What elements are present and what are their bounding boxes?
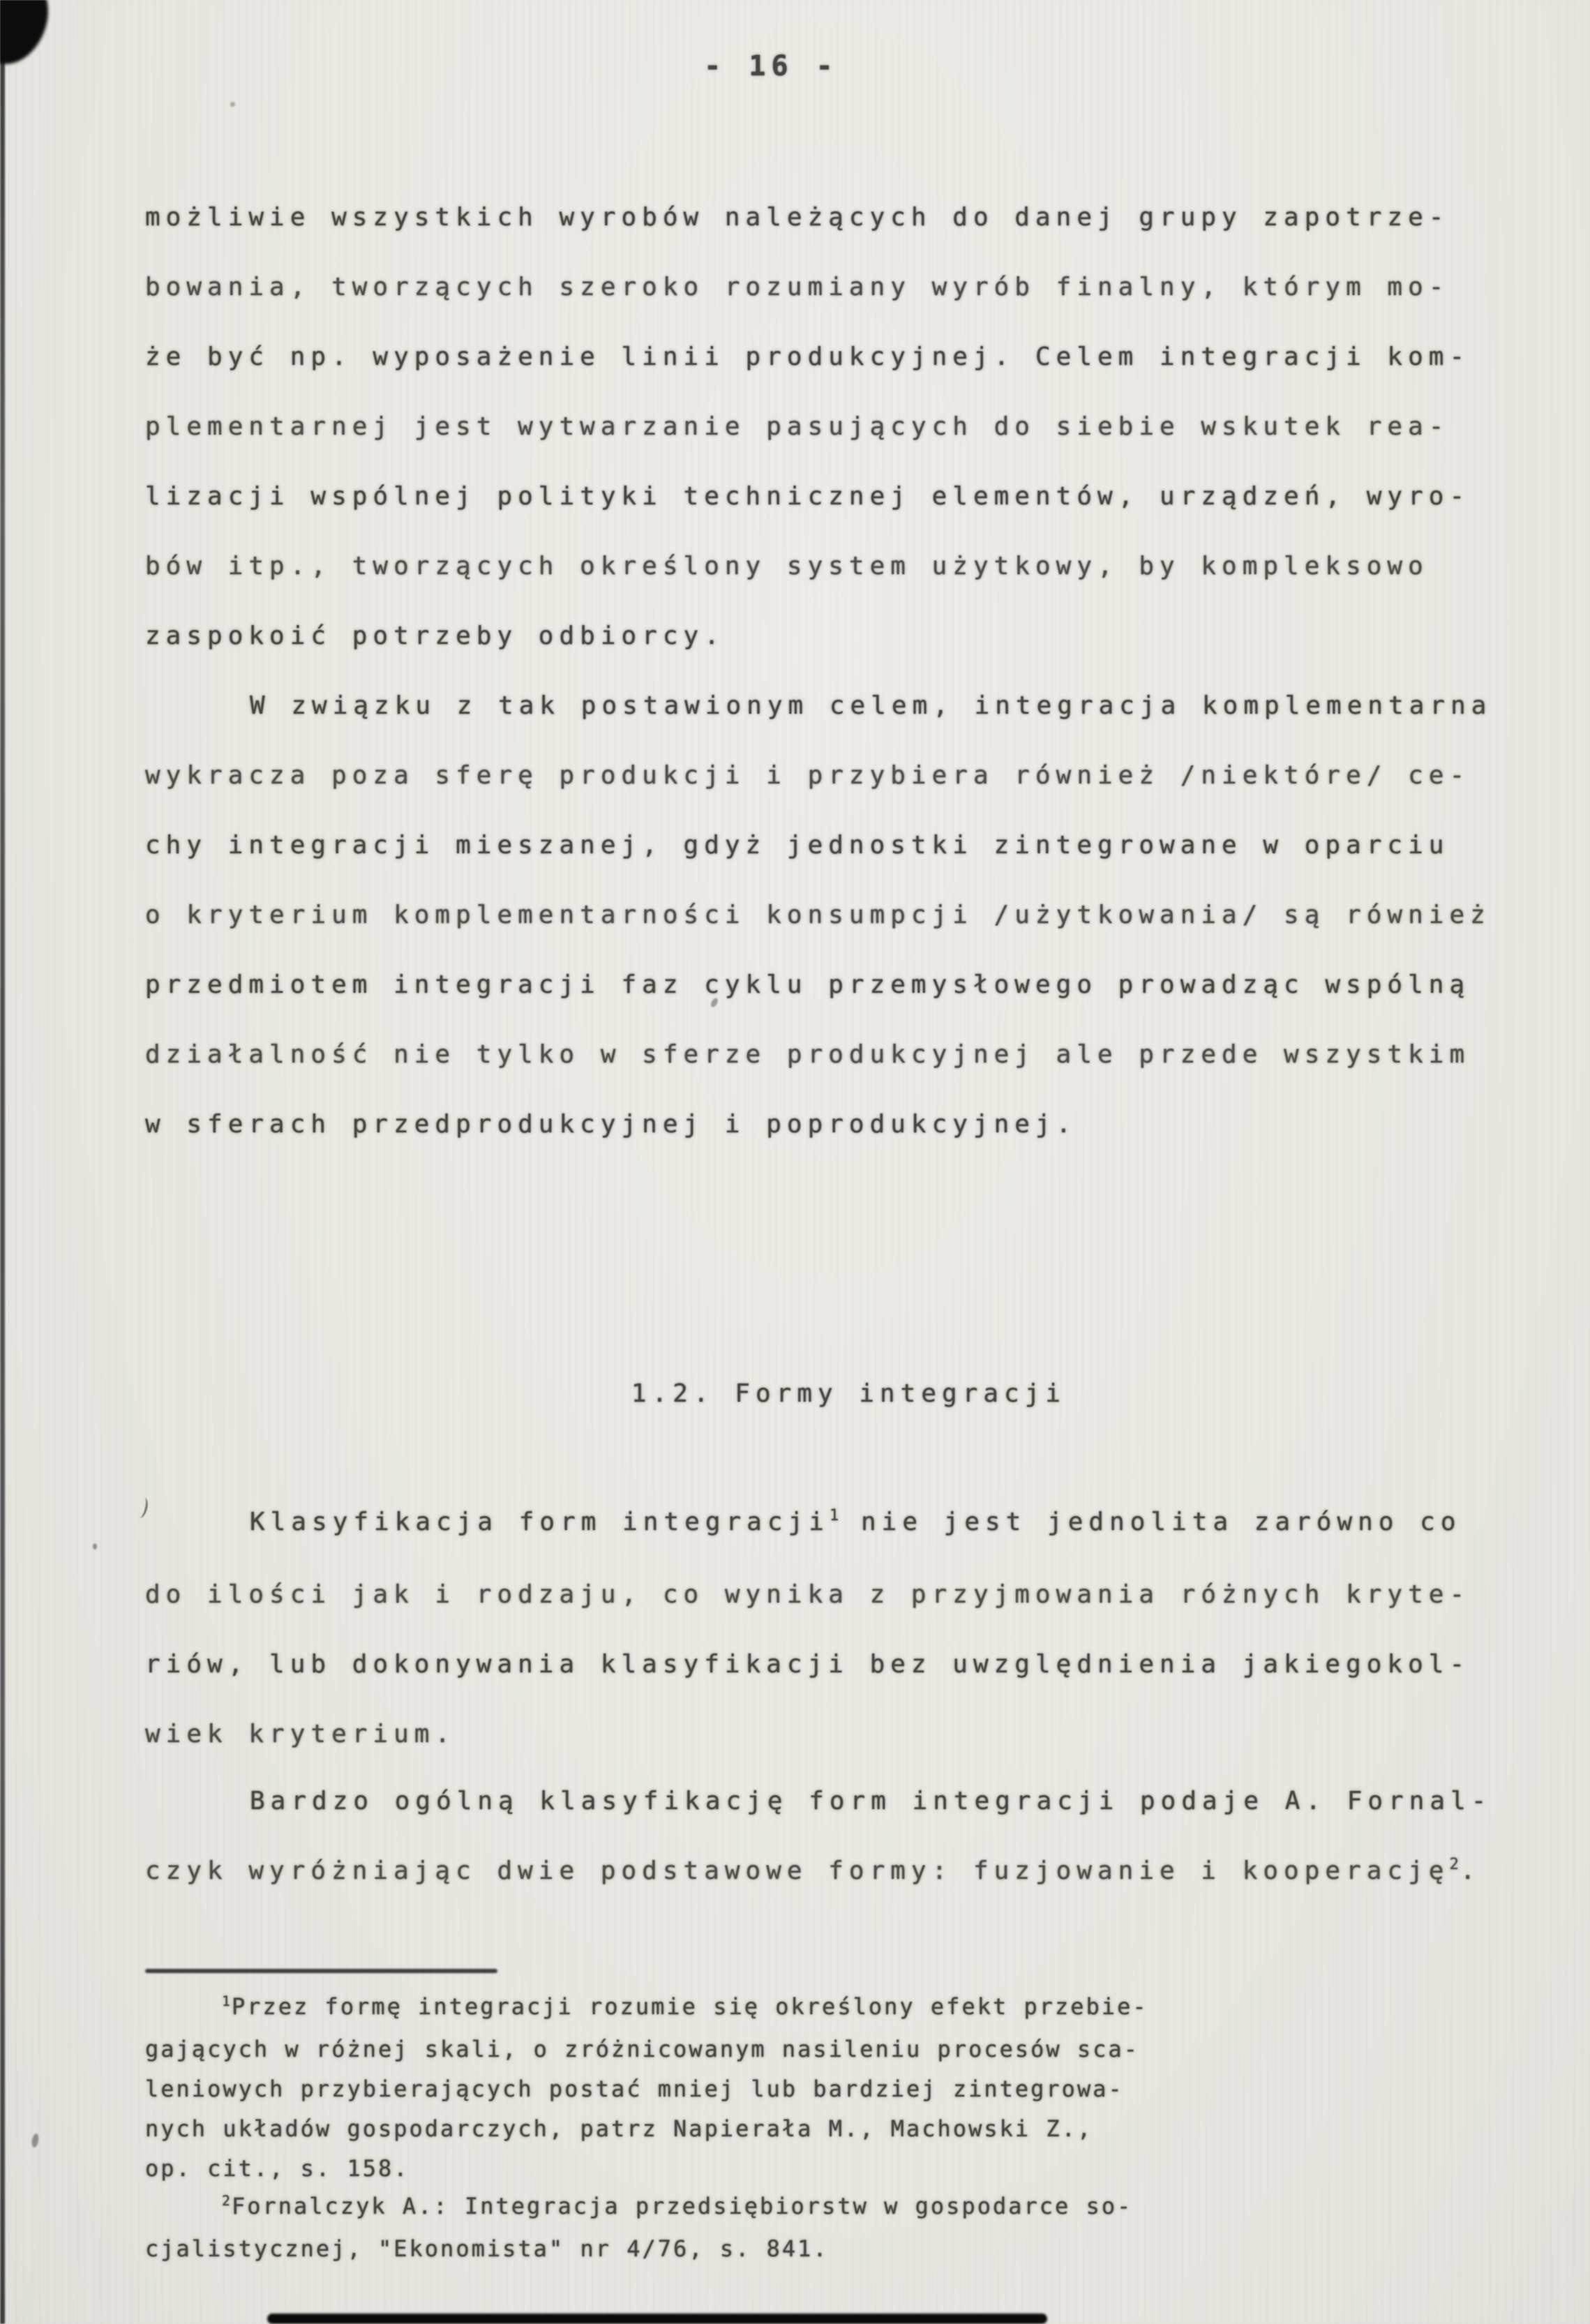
text-line: wykracza poza sferę produkcji i przybiera również /niektóre/ ce- <box>145 761 1471 790</box>
text-line: Bardzo ogólną klasyfikację form integracji podaje A. Fornal- <box>250 1787 1492 1815</box>
ink-speck <box>31 2133 39 2147</box>
footnote-marker: 1 <box>829 1506 841 1525</box>
section-heading <box>158 1359 1540 1429</box>
paragraph <box>145 671 1527 1160</box>
text-line: leniowych przybierających postać mniej lub bardziej zintegrowa- <box>145 2076 1124 2102</box>
text-line: lizacji wspólnej polityki technicznej elementów, urządzeń, wyro- <box>145 482 1471 511</box>
footnote-marker: 2 <box>1449 1855 1460 1874</box>
text-line: przedmiotem integracji faz cyklu przemysłowego prowadząc wspólną <box>145 970 1471 999</box>
text-line: op. cit., s. 158. <box>145 2155 410 2182</box>
text-line: że być np. wyposażenie linii produkcyjnej. Celem integracji kom- <box>145 343 1471 371</box>
text-line: czyk wyróżniając dwie podstawowe formy: fuzjowanie i kooperację2. <box>145 1836 1527 1909</box>
paragraph <box>145 183 1527 671</box>
page-number: - 16 - <box>704 50 839 82</box>
ink-speck <box>93 1543 97 1550</box>
text-line: nych układów gospodarczych, patrz Napierała M., Machowski Z., <box>145 2115 1093 2142</box>
text-line: plementarnej jest wytwarzanie pasujących do siebie wskutek rea- <box>145 412 1450 441</box>
text-line: 2Fornalczyk A.: Integracja przedsiębiorstw w gospodarce so- <box>145 2187 1527 2229</box>
paragraph <box>145 1487 1527 1769</box>
text-line: bów itp., tworzących określony system użytkowy, by kompleksowo <box>145 552 1429 580</box>
footnote-separator-line <box>145 1969 497 1973</box>
paragraph <box>145 1767 1527 1909</box>
footnote <box>145 2187 1527 2269</box>
text-line: W związku z tak postawionym celem, integracja komplementarna <box>250 691 1492 720</box>
text-line: 1Przez formę integracji rozumie się określony efekt przebie- <box>145 1987 1527 2030</box>
footnote-marker: 1 <box>222 1993 232 2009</box>
scan-bottom-edge-artifact <box>267 2314 1047 2324</box>
ink-speck <box>230 102 235 107</box>
text-line: riów, lub dokonywania klasyfikacji bez uwzględnienia jakiegokol- <box>145 1650 1471 1679</box>
text-line: zaspokoić potrzeby odbiorcy. <box>145 622 725 650</box>
text-line: chy integracji mieszanej, gdyż jednostki zintegrowane w oparciu <box>145 831 1450 860</box>
text-line: do ilości jak i rodzaju, co wynika z przyjmowania różnych kryte- <box>145 1580 1471 1609</box>
text-line: gających w różnej skali, o zróżnicowanym nasileniu procesów sca- <box>145 2036 1139 2062</box>
footnote-marker: 2 <box>222 2192 232 2209</box>
text-line: w sferach przedprodukcyjnej i poprodukcyjnej. <box>145 1110 1077 1139</box>
text-line: wiek kryterium. <box>145 1720 456 1748</box>
text-line: działalność nie tylko w sferze produkcyjnej ale przede wszystkim <box>145 1040 1471 1069</box>
text-line: o kryterium komplementarności konsumpcji /użytkowania/ są również <box>145 901 1491 929</box>
footnote <box>145 1987 1527 2189</box>
text-line: Klasyfikacja form integracji1 nie jest jednolita zarówno co <box>145 1487 1527 1560</box>
text-line: 1.2. Formy integracji <box>631 1379 1067 1408</box>
scan-edge-left-artifact <box>0 0 5 2324</box>
text-line: cjalistycznej, "Ekonomista" nr 4/76, s. 841. <box>145 2235 829 2262</box>
text-line: bowania, tworzących szeroko rozumiany wyrób finalny, którym mo- <box>145 273 1450 301</box>
text-line: możliwie wszystkich wyrobów należących do danej grupy zapotrze- <box>145 203 1450 232</box>
